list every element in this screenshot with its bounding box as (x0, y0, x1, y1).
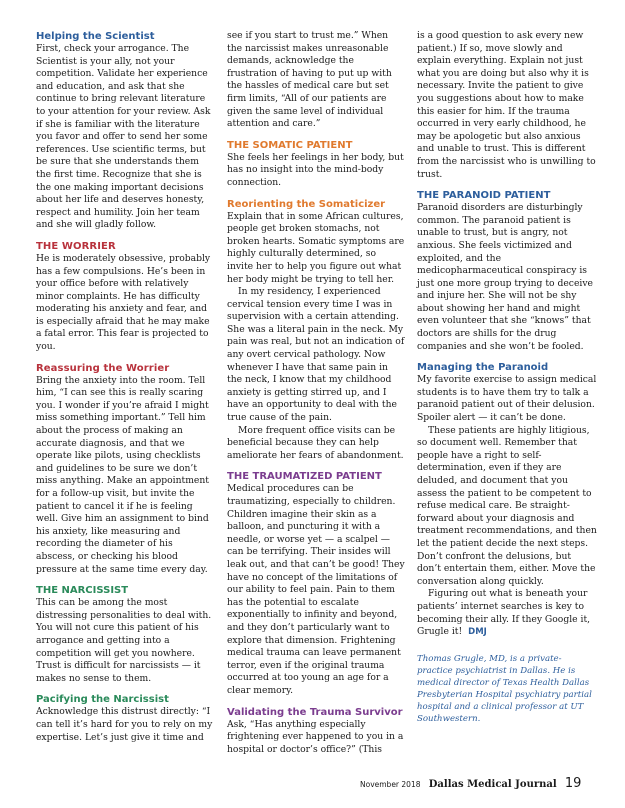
paragraph: see if you start to trust me.” When the narcissist makes unreasonable demands, acknowledge the frustration of having to put up with the hassles of medical care but set firm limits, “All of our patients are given the same level of individual attention and care.” (227, 30, 392, 130)
column-3 (417, 30, 597, 733)
paragraph: Medical procedures can be traumatizing, especially to children. Children imagine their skin as a balloon, and puncturing it with a needle, or worse yet — a scalpel — can be terrifying. Their insides will leak out, and that can’t be good! They have no concept of the limitations of our ability to feel pain. Pain to them has the potential to escalate exponentially to infinity and beyond, and they don’t particularly want to explore that dimension. Frightening medical trauma can leave permanent terror, even if the original trauma occurred at too young an age for a clear memory. (227, 483, 405, 696)
section-traumatized-patient (227, 470, 405, 697)
paragraph: Acknowledge this distrust directly: “I can tell it’s hard for you to rely on my expertise. Let’s just give it time and (36, 706, 213, 743)
page-footer (360, 776, 600, 791)
heading-somatic-patient: THE SOMATIC PATIENT (227, 139, 353, 151)
author-bio: Thomas Grugle, MD, is a private-practice psychiatrist in Dallas. He is medical director of Texas Health Dallas Presbyterian Hospital psychiatry partial hospital and a clinical professor at UT Southwestern. (417, 653, 592, 724)
paragraph: These patients are highly litigious, so document well. Remember that people have a right to self-determination, even if they are deluded, and document that you assess the patient to be competent to refuse medical care. Be straight-forward about your diagnosis and treatment recommendations, and then let the patient decide the next steps. Don’t confront the delusions, but don’t entertain them, either. Move the conversation along quickly. (417, 424, 597, 587)
heading-helping-scientist: Helping the Scientist (36, 31, 155, 42)
journal-title: Dallas Medical Journal (428, 779, 557, 790)
section-paranoid-patient (417, 189, 597, 353)
section-narcissist (36, 584, 214, 685)
paragraph: Bring the anxiety into the room. Tell him, “I can see this is really scaring you. I wonder if you’re afraid I might miss something important.” Tell him about the process of making an accurate diagnosis, and that we operate like pilots, using checklists and guidelines to be sure we don’t miss anything. Make an appointment for a follow-up visit, but invite the patient to cancel it if he is feeling well. Give him an assignment to bind his anxiety, like measuring and recording the diameter of his abscess, or checking his blood pressure at the same time every day. (36, 374, 209, 575)
section-worrier (36, 240, 214, 354)
section-reorienting-somaticizer (227, 198, 405, 463)
paragraph: In my residency, I experienced cervical tension every time I was in supervision with a certain attending. She was a literal pain in the neck. My pain was real, but not an indication of any overt cervical pathology. Now whenever I have that same pain in the neck, I know that my childhood anxiety is getting stirred up, and I have an opportunity to deal with the true cause of the pain. (227, 286, 405, 424)
paragraph: Paranoid disorders are disturbingly common. The paranoid patient is unable to trust, but is angry, not anxious. She feels victimized and exploited, and the medicopharmaceutical conspiracy is just one more group trying to deceive and injure her. She will not be shy about showing her hand and might even volunteer that she “knows” that doctors are shills for the drug companies and she won’t be fooled. (417, 202, 593, 352)
heading-the-narcissist: THE NARCISSIST (36, 585, 129, 597)
heading-paranoid-patient: THE PARANOID PATIENT (417, 190, 551, 202)
paragraph: First, check your arrogance. The Scientist is your ally, not your competition. Validate her experience and education, and ask that she continue to bring relevant literature to your attention for your review. Ask if she is familiar with the literature you favor and offer to send her some references. Use scientific terms, but be sure that she understands them the first time. Recognize that she is the one making important decisions about her life and deserves honesty, respect and humility. Join her team and she will gladly follow. (36, 43, 211, 231)
heading-pacifying-narcissist: Pacifying the Narcissist (36, 694, 169, 706)
paragraph: He is moderately obsessive, probably has a few compulsions. He’s been in your office before with relatively minor complaints. He has difficulty moderating his anxiety and fear, and is especially afraid that he may make a fatal error. This fear is projected to you. (36, 252, 211, 353)
heading-reorienting-somaticizer: Reorienting the Somaticizer (227, 198, 386, 210)
section-reassuring-worrier (36, 362, 214, 577)
paragraph: This can be among the most distressing personalities to deal with. You will not cure this patient of his arrogance and getting into a competition will get you nowhere. Trust is difficult for narcissists — it makes no sense to them. (36, 597, 212, 684)
paragraph: My favorite exercise to assign medical students is to have them try to talk a paranoid patient out of their delusion. Spoiler alert — it can’t be done. (417, 374, 597, 424)
dmj-end-mark: DMJ (468, 627, 487, 638)
heading-managing-paranoid: Managing the Paranoid (417, 362, 549, 374)
section-helping-scientist (36, 30, 214, 232)
paragraph: is a good question to ask every new patient.) If so, move slowly and explain everything. Explain not just what you are doing but also why it is necessary. Invite the patient to give you suggestions about how to make this easier for him. If the trauma occurred in very early childhood, he may be apologetic but also anxious and unable to trust. This is different from the narcissist who is unwilling to trust. (417, 30, 596, 180)
issue-date: November 2018 (360, 780, 421, 789)
section-narcissist-continued (227, 30, 405, 131)
section-pacifying-narcissist (36, 693, 214, 744)
column-2 (227, 30, 405, 764)
paragraph: Ask, “Has anything especially frightening ever happened to you in a hospital or doctor’s office?” (This (227, 718, 404, 755)
heading-validating-trauma-survivor: Validating the Trauma Survivor (227, 706, 403, 718)
closing-text: Figuring out what is beneath your patients’ internet searches is key to becoming their ally. If they Google it, Grugle it! (417, 588, 591, 638)
heading-traumatized-patient: THE TRAUMATIZED PATIENT (227, 471, 382, 483)
heading-reassuring-worrier: Reassuring the Worrier (36, 362, 170, 374)
section-managing-paranoid (417, 361, 597, 638)
section-validating-trauma-survivor (227, 706, 405, 757)
section-trauma-continued (417, 30, 597, 181)
column-1 (36, 30, 214, 752)
heading-the-worrier: THE WORRIER (36, 240, 116, 252)
paragraph-closing (417, 588, 597, 638)
paragraph: She feels her feelings in her body, but has no insight into the mind-body connection. (227, 151, 404, 188)
paragraph: Explain that in some African cultures, people get broken stomachs, not broken hearts. Somatic symptoms are highly culturally determined, so invite her to help you figure out what her body might be trying to tell her. (227, 210, 405, 285)
page-number: 19 (564, 776, 582, 791)
paragraph: More frequent office visits can be beneficial because they can help ameliorate her fears of abandonment. (227, 424, 404, 461)
section-somatic-patient (227, 139, 405, 190)
